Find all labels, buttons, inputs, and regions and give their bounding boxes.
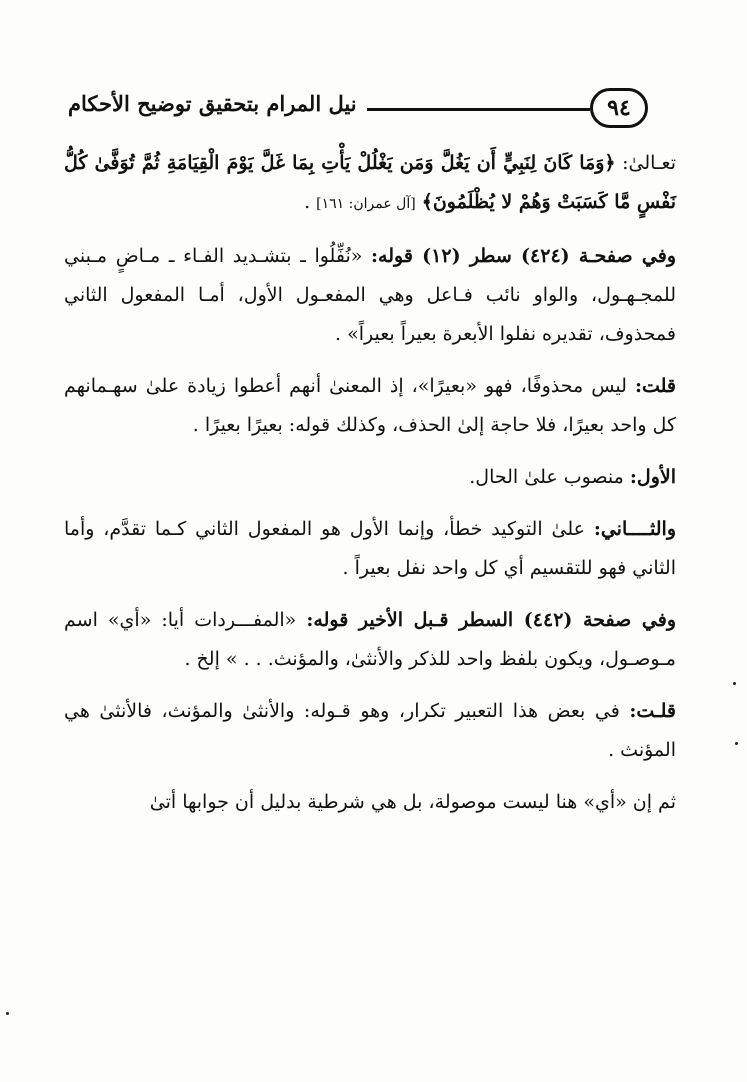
paragraph [64, 237, 676, 354]
paragraph-lead: الأول: [629, 466, 676, 488]
quran-intro: تعـالىٰ: [615, 152, 676, 174]
verse-reference: [آل عمران: ١٦١] [316, 196, 416, 212]
paragraph [64, 601, 676, 679]
paragraph-text: منصوب علىٰ الحال. [469, 466, 630, 488]
paragraph-lead: وفي صفحة (٤٤٢) السطر قـبل الأخير قوله: [306, 609, 676, 631]
paragraph-text: ثم إن «أي» هنا ليست موصولة، بل هي شرطية بدليل أن جوابها أتىٰ [149, 791, 676, 813]
running-title: نيل المرام بتحقيق توضيح الأحكام [68, 91, 367, 116]
paragraph [64, 458, 676, 497]
page-body [64, 144, 676, 835]
paragraph-lead: والثــــاني: [593, 518, 676, 540]
paragraph-quran [64, 144, 676, 224]
paragraph [64, 692, 676, 770]
paragraph-lead: قلت: [634, 375, 676, 397]
paragraph [64, 367, 676, 445]
paragraph-lead: وفي صفحـة (٤٢٤) سطر (١٢) قوله: [371, 245, 677, 267]
paragraph-text: «نُفِّلُوا ـ بتشـديد الفـاء ـ مـاضٍ مـبني للمجـهـول، والواو نائب فـاعل وهي المفعـول الأول، أمـا المفعول الثاني فمحذوف، تقديره نفلوا الأبعرة بعيراً بعيراً» . [64, 245, 676, 345]
paragraph [64, 783, 676, 822]
quran-verse: ﴿وَمَا كَانَ لِنَبِيٍّ أَن يَغُلَّ وَمَن يَغْلُلْ يَأْتِ بِمَا غَلَّ يَوْمَ الْقِيَامَةِ ثُمَّ تُوَفَّىٰ كُلُّ نَفْسٍ مَّا كَسَبَتْ وَهُمْ لا يُظْلَمُونَ﴾ [64, 152, 676, 213]
page-number: ٩٤ [590, 88, 648, 128]
paragraph [64, 510, 676, 588]
paragraph-lead: قلـت: [629, 700, 676, 722]
paragraph-text: علىٰ التوكيد خطأ، وإنما الأول هو المفعول الثاني كـما تقدَّم، وأما الثاني فهو للتقسيم أي كل واحد نفل بعيراً . [64, 518, 676, 579]
scan-speck [735, 742, 738, 745]
paragraph-tail: . [304, 191, 317, 213]
scan-speck [733, 682, 736, 685]
paragraph-text: ليس محذوفًا، فهو «بعيرًا»، إذ المعنىٰ أنهم أعطوا زيادة علىٰ سهـمانهم كل واحد بعيرًا، فلا حاجة إلىٰ الحذف، وكذلك قوله: بعيرًا بعيرًا . [64, 375, 676, 436]
paragraph-text: في بعض هذا التعبير تكرار، وهو قـوله: والأنثىٰ والمؤنث، فالأنثىٰ هي المؤنث . [64, 700, 676, 761]
scan-speck [6, 1012, 9, 1015]
paragraph-text: «المفـــردات أيا: «أي» اسم مـوصـول، ويكون بلفظ واحد للذكر والأنثىٰ، والمؤنث. . . » إلخ . [64, 609, 676, 670]
page-header [68, 88, 648, 132]
